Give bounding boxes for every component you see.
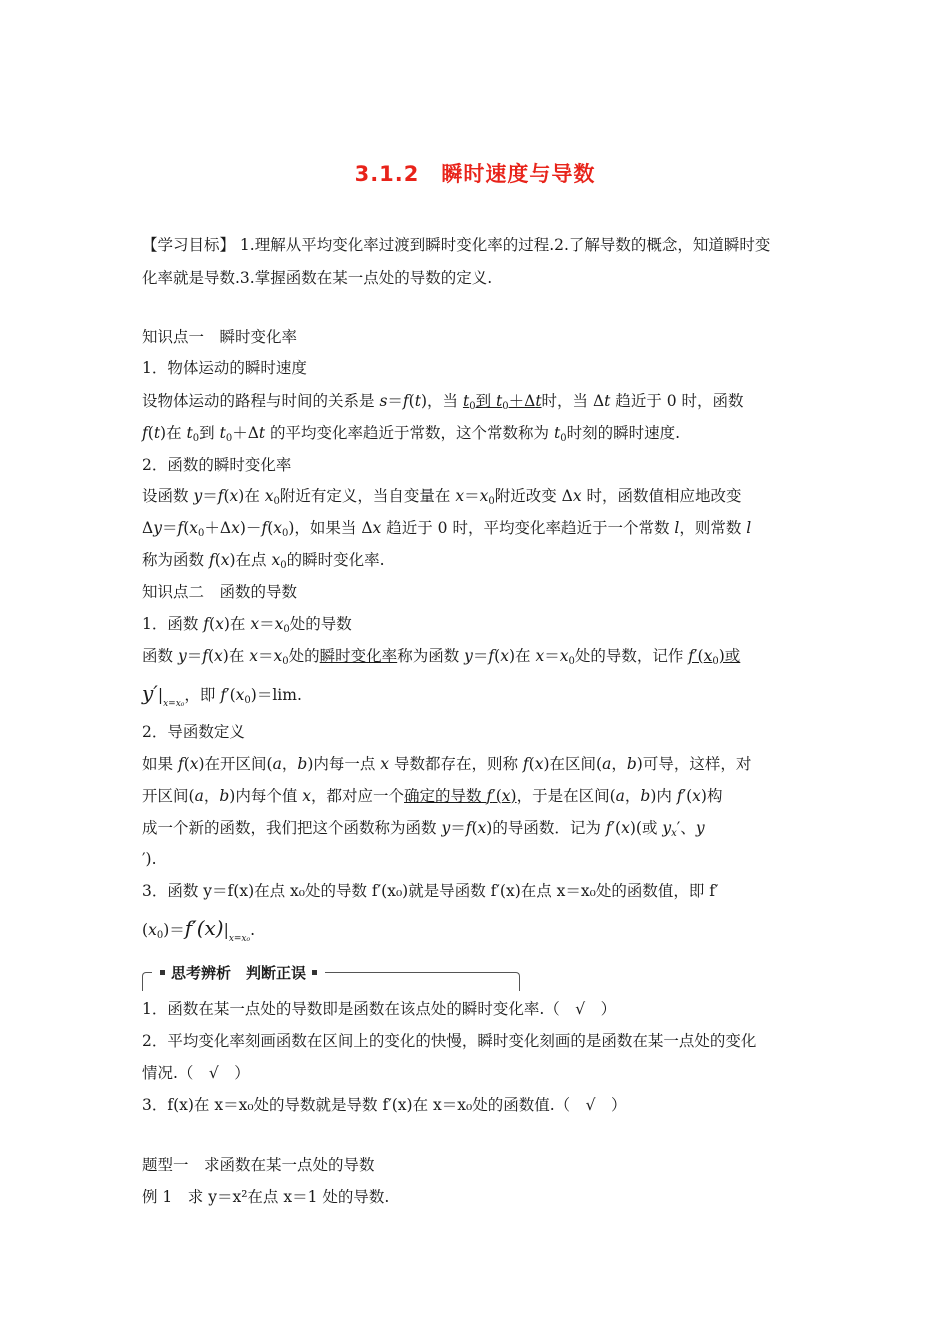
bullet-icon (160, 970, 165, 975)
kp2-heading: 知识点二 函数的导数 (142, 583, 298, 601)
kp2-sub2: 2．导函数定义 (142, 723, 245, 741)
kp1-sub1: 1．物体运动的瞬时速度 (142, 359, 307, 377)
kp1-p2-line3: 称为函数 f(x)在点 $x_0$的瞬时变化率. (142, 551, 385, 571)
type1-heading: 题型一 求函数在某一点处的导数 (142, 1156, 375, 1174)
kp2-sub3: 3．函数 y＝f(x)在点 x₀处的导数 f′(x₀)就是导函数 f′(x)在点 x＝x₀处的函数值，即 f′ (142, 882, 719, 900)
goals-line-2: 化率就是导数.3.掌握函数在某一点处的导数的定义. (142, 269, 493, 287)
kp1-p1-line2: f(t)在 $t_0$到 $t_0+\Delta t$ 的平均变化率趋近于常数，这个常数称为 $t_0$时刻的瞬时速度. (142, 424, 681, 444)
think-section-bar (142, 964, 520, 990)
think-q1: 1．函数在某一点处的导数即是函数在该点处的瞬时变化率.（ √ ） (142, 1000, 617, 1018)
kp2-p2-line3: 成一个新的函数，我们把这个函数称为函数 y＝f(x)的导函数．记为 f′(x)(或 $y_x'$、y (142, 819, 705, 839)
kp1-p1-line1: 设物体运动的路程与时间的关系是 s＝f(t)，当 $t_0$到 $t_0+\Delta t$时，当 Δt 趋近于 0 时，函数 (142, 392, 744, 412)
kp2-p3-line2: $(x_0)=f'(x)|_{x=x_0}$. (142, 916, 256, 944)
kp2-p2-line4: ′). (142, 850, 157, 868)
kp1-p2-line1: 设函数 y＝f(x)在 $x_0$附近有定义，当自变量在 $x=x_0$附近改变 Δx 时，函数值相应地改变 (142, 487, 742, 507)
think-q2-line1: 2．平均变化率刻画函数在区间上的变化的快慢，瞬时变化刻画的是函数在某一点处的变化 (142, 1032, 757, 1050)
think-q3: 3．f(x)在 x＝x₀处的导数就是导数 f′(x)在 x＝x₀处的函数值.（ √ ） (142, 1096, 627, 1114)
think-label: 思考辨析 判断正误 (171, 964, 307, 982)
kp2-sub1: 1．函数 f(x)在 $x=x_0$处的导数 (142, 615, 352, 635)
think-q2-line2: 情况.（ √ ） (142, 1064, 250, 1082)
kp1-heading: 知识点一 瞬时变化率 (142, 328, 298, 346)
kp2-p2-line2: 开区间(a，b)内每个值 x，都对应一个确定的导数 f′(x)，于是在区间(a，b)内 f′(x)构 (142, 787, 723, 805)
kp2-p1-line1: 函数 y＝f(x)在 $x=x_0$处的瞬时变化率称为函数 y＝f(x)在 $x=x_0$处的导数，记作 $f'(x_0)$或 (142, 647, 741, 667)
kp1-sub2: 2．函数的瞬时变化率 (142, 456, 292, 474)
type1-example: 例 1 求 y＝x²在点 x＝1 处的导数. (142, 1188, 390, 1206)
kp1-p2-line2: $\Delta y=f(x_0+\Delta x)-f(x_0)$，如果当 Δx 趋近于 0 时，平均变化率趋近于一个常数 l，则常数 l (142, 519, 752, 539)
bullet-icon (312, 970, 317, 975)
page-title: 3.1.2 瞬时速度与导数 (354, 162, 596, 186)
kp2-p1-line2: $y'|_{x=x_0}$，即 $f'(x_0)=\lim$. (142, 681, 302, 709)
kp2-p2-line1: 如果 f(x)在开区间(a，b)内每一点 x 导数都存在，则称 f(x)在区间(a，b)可导，这样，对 (142, 755, 752, 773)
goals-line-1: 【学习目标】 1.理解从平均变化率过渡到瞬时变化率的过程.2.了解导数的概念，知道瞬时变 (142, 236, 771, 254)
